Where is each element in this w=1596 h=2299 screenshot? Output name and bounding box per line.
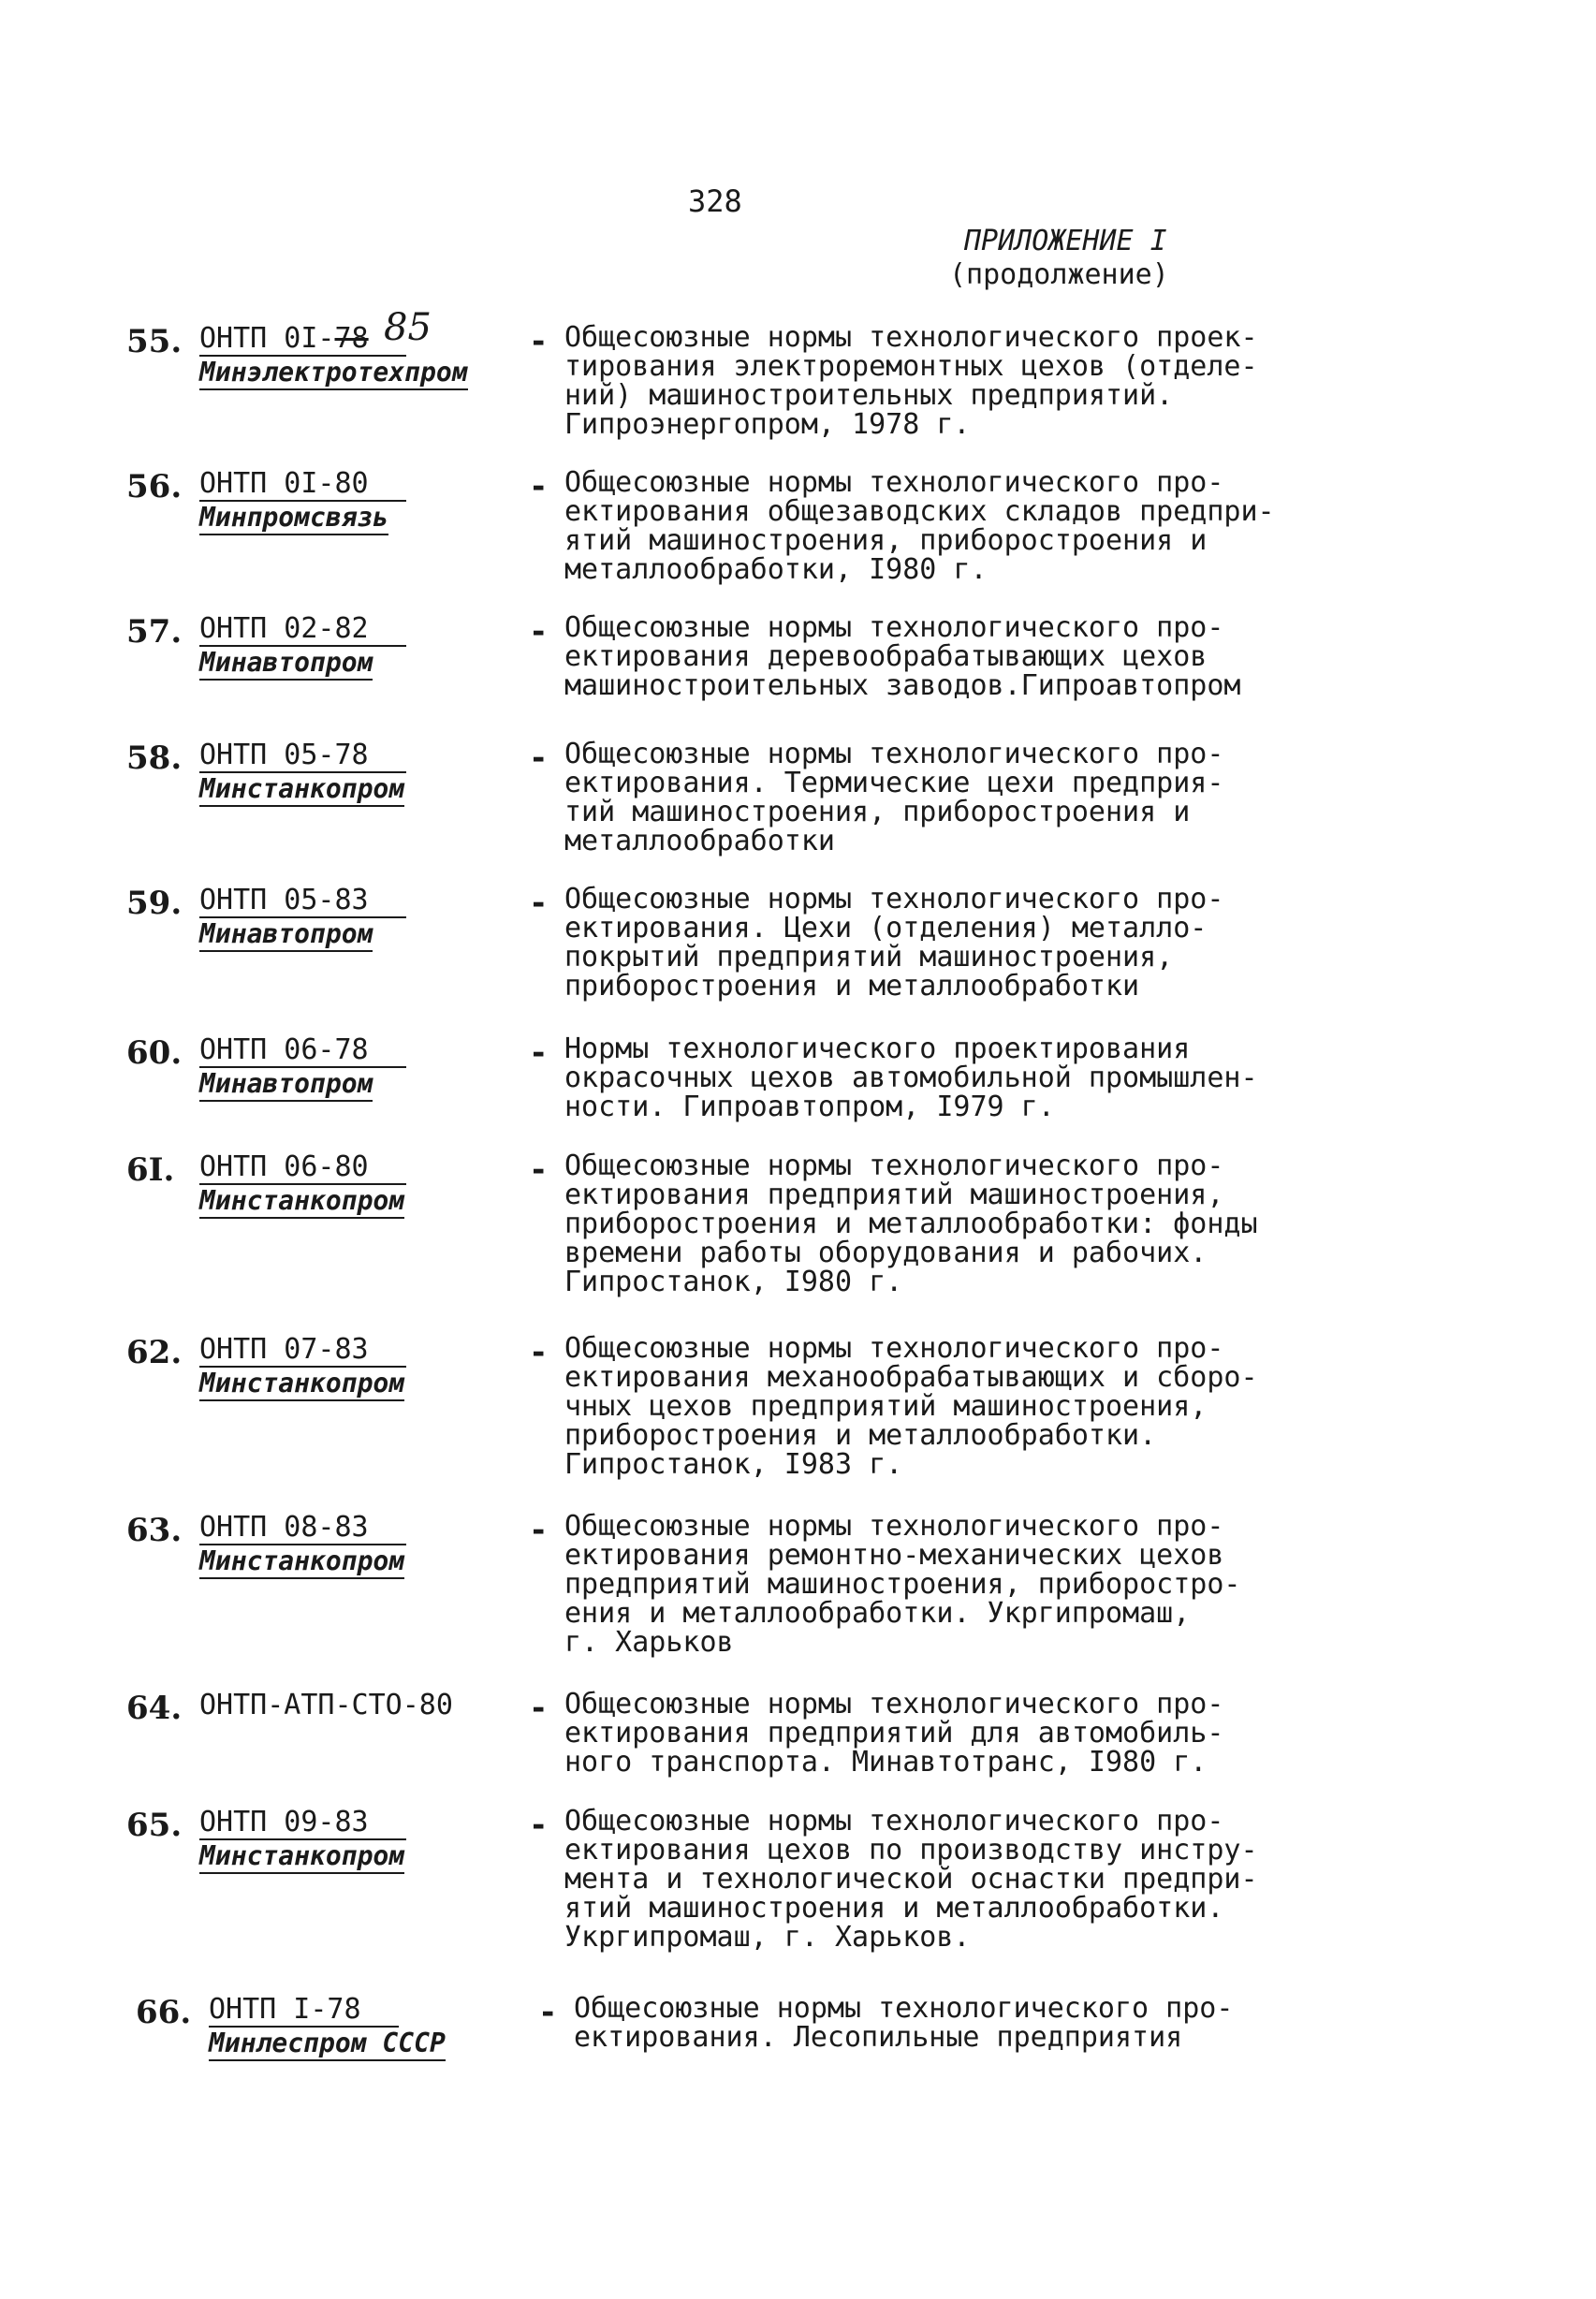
description-line: ектирования. Цехи (отделения) металло- (564, 912, 1208, 944)
description-line: Общесоюзные нормы технологического про- (564, 1510, 1224, 1543)
description-line: Общесоюзные нормы технологического про- (564, 1150, 1224, 1182)
description-line: Гипростанок, I980 г. (564, 1266, 903, 1298)
description-line: Укргипромаш, г. Харьков. (564, 1921, 971, 1954)
entry-code-block (199, 1334, 518, 1401)
description-line: ектирования общезаводских складов предпри- (564, 495, 1275, 528)
entry-number: 6I. (126, 1151, 175, 1189)
description-line: окрасочных цехов автомобильной промышлен- (564, 1062, 1258, 1094)
entry-number: 56. (126, 468, 183, 505)
entry-description (564, 885, 1501, 1001)
description-line: Общесоюзные нормы технологического про- (564, 883, 1224, 915)
norm-code: ОНТП 0I-80 (199, 468, 406, 502)
dash-separator: - (529, 1034, 549, 1072)
description-line: металлообработки (564, 825, 835, 857)
handwritten-correction: 85 (384, 306, 432, 349)
description-line: ности. Гипроавтопром, I979 г. (564, 1091, 1055, 1123)
norm-code: ОНТП 02-82 (199, 613, 406, 647)
entry-number: 62. (126, 1334, 183, 1371)
dash-separator: - (538, 1994, 558, 2031)
entry-description (564, 1807, 1501, 1952)
entry-number: 59. (126, 885, 183, 922)
description-line: приборостроения и металлообработки. (564, 1419, 1157, 1452)
norm-code: ОНТП 07-83 (199, 1334, 406, 1368)
entry-description (564, 1512, 1501, 1657)
entry-number: 57. (126, 613, 183, 651)
dash-separator: - (529, 1807, 549, 1844)
entry-description (564, 739, 1501, 856)
ministry-name: Минстанкопром (199, 1840, 404, 1874)
description-line: Гипростанок, I983 г. (564, 1448, 903, 1481)
description-line: металлообработки, I980 г. (564, 553, 988, 586)
entry-number: 64. (126, 1690, 183, 1727)
description-line: ектирования. Термические цехи предприя- (564, 767, 1224, 799)
appendix-subtitle: (продолжение) (949, 258, 1169, 291)
entry-description (564, 1034, 1501, 1121)
description-line: Общесоюзные нормы технологического проек- (564, 321, 1258, 354)
entry-code-block (199, 885, 518, 952)
entry-code-block (199, 1034, 518, 1102)
description-line: Общесоюзные нормы технологического про- (574, 1992, 1234, 2025)
entry-number: 60. (126, 1034, 183, 1072)
description-line: чных цехов предприятий машиностроения, (564, 1390, 1208, 1423)
entry-description (564, 1151, 1501, 1296)
entry-code-block (199, 468, 518, 535)
entry-code-block (199, 1690, 518, 1721)
norm-code: ОНТП 05-78 (199, 739, 406, 773)
description-line: ектирования ремонтно-механических цехов (564, 1539, 1224, 1572)
description-line: ектирования механообрабатывающих и сборо- (564, 1361, 1258, 1394)
description-line: Общесоюзные нормы технологического про- (564, 1332, 1224, 1365)
description-line: Общесоюзные нормы технологического про- (564, 611, 1224, 644)
description-line: тирования электроремонтных цехов (отделе- (564, 350, 1258, 383)
norm-code: ОНТП 09-83 (199, 1807, 406, 1840)
description-line: Общесоюзные нормы технологического про- (564, 1805, 1224, 1838)
ministry-name: Минавтопром (199, 1068, 373, 1102)
ministry-name: Минпромсвязь (199, 502, 388, 535)
norm-code: ОНТП 0I-78 (199, 323, 406, 357)
dash-separator: - (529, 468, 549, 505)
entry-code-block (199, 323, 518, 390)
norm-code: ОНТП-АТП-СТО-80 (199, 1689, 453, 1721)
description-line: ектирования деревообрабатывающих цехов (564, 640, 1208, 673)
description-line: времени работы оборудования и рабочих. (564, 1237, 1208, 1269)
norm-code: ОНТП 06-80 (199, 1151, 406, 1185)
entry-number: 66. (136, 1994, 192, 2031)
dash-separator: - (529, 739, 549, 777)
description-line: приборостроения и металлообработки: фонды (564, 1208, 1258, 1240)
description-line: Общесоюзные нормы технологического про- (564, 738, 1224, 770)
entry-number: 58. (126, 739, 183, 777)
entry-number: 55. (126, 323, 183, 360)
description-line: Гипроэнергопром, 1978 г. (564, 408, 971, 441)
ministry-name: Минстанкопром (199, 1368, 404, 1401)
ministry-name: Минавтопром (199, 647, 373, 681)
norm-code: ОНТП 06-78 (199, 1034, 406, 1068)
description-line: покрытий предприятий машиностроения, (564, 941, 1174, 974)
entry-number: 65. (126, 1807, 183, 1844)
entry-code-block (199, 1151, 518, 1219)
ministry-name: Минстанкопром (199, 773, 404, 807)
description-line: ного транспорта. Минавтотранс, I980 г. (564, 1746, 1208, 1779)
appendix-title: ПРИЛОЖЕНИЕ I (964, 225, 1167, 257)
description-line: г. Харьков (564, 1626, 734, 1659)
description-line: ектирования предприятий для автомобиль- (564, 1717, 1224, 1750)
description-line: мента и технологической оснастки предпри- (564, 1863, 1258, 1896)
norm-code: ОНТП 08-83 (199, 1512, 406, 1545)
dash-separator: - (529, 885, 549, 922)
entry-description (564, 323, 1501, 439)
ministry-name: Минстанкопром (199, 1185, 404, 1219)
description-line: ектирования цехов по производству инстру- (564, 1834, 1258, 1867)
entry-description (564, 613, 1501, 700)
description-line: ятий машиностроения, приборостроения и (564, 524, 1208, 557)
entry-code-block (199, 1512, 518, 1579)
ministry-name: Минлеспром СССР (209, 2028, 446, 2061)
description-line: приборостроения и металлообработки (564, 970, 1140, 1003)
dash-separator: - (529, 613, 549, 651)
dash-separator: - (529, 1690, 549, 1727)
description-line: предприятий машиностроения, приборостро- (564, 1568, 1241, 1601)
entry-code-block (209, 1994, 527, 2061)
ministry-name: Минавтопром (199, 918, 373, 952)
description-line: Нормы технологического проектирования (564, 1032, 1191, 1065)
dash-separator: - (529, 1334, 549, 1371)
description-line: ятий машиностроения и металлообработки. (564, 1892, 1224, 1925)
entry-description (564, 1334, 1501, 1479)
norm-code: ОНТП I-78 (209, 1994, 399, 2028)
description-line: Общесоюзные нормы технологического про- (564, 466, 1224, 499)
description-line: ения и металлообработки. Укргипромаш, (564, 1597, 1191, 1630)
page-number: 328 (688, 183, 742, 219)
ministry-name: Минстанкопром (199, 1545, 404, 1579)
appendix-heading (949, 225, 1169, 292)
entry-number: 63. (126, 1512, 183, 1549)
description-line: Общесоюзные нормы технологического про- (564, 1688, 1224, 1721)
description-line: тий машиностроения, приборостроения и (564, 796, 1191, 828)
entry-description (574, 1994, 1510, 2052)
entry-description (564, 1690, 1501, 1777)
entry-code-block (199, 613, 518, 681)
dash-separator: - (529, 323, 549, 360)
description-line: ектирования предприятий машиностроения, (564, 1179, 1224, 1211)
struck-year: 78 (334, 322, 369, 355)
dash-separator: - (529, 1512, 549, 1549)
description-line: ний) машиностроительных предприятий. (564, 379, 1174, 412)
entry-description (564, 468, 1501, 584)
norm-code: ОНТП 05-83 (199, 885, 406, 918)
entry-code-block (199, 739, 518, 807)
ministry-name: Минэлектротехпром (199, 357, 468, 390)
dash-separator: - (529, 1151, 549, 1189)
entry-code-block (199, 1807, 518, 1874)
description-line: машиностроительных заводов.Гипроавтопром (564, 669, 1241, 702)
description-line: ектирования. Лесопильные предприятия (574, 2021, 1183, 2054)
